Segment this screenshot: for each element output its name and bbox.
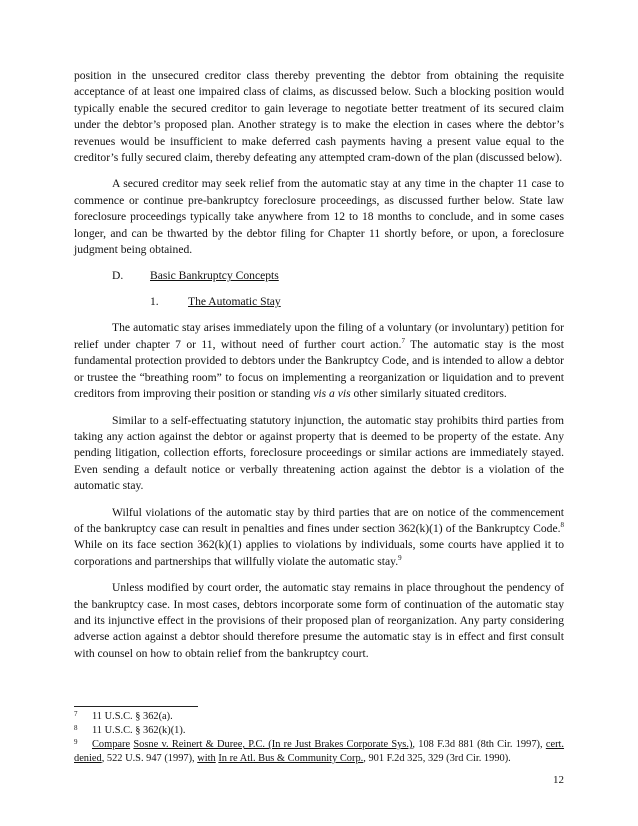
text-run: Wilful violations of the automatic stay by third parties that are on notice of the commencement of the bankruptcy case can result in penalties and fines under section 362(k)(1) of the Bankruptcy Code. bbox=[74, 505, 564, 535]
paragraph-relief-from-stay: A secured creditor may seek relief from the automatic stay at any time in the chapter 11 case to commence or continue pre-bankruptcy foreclosure proceedings, as discussed further below. State law foreclosure proceedings typically take anywhere from 12 to 18 months to conclude, and in some cases longer, and can be thwarted by the debtor filing for Chapter 11 shortly before, or upon, a foreclosure judgment being obtained. bbox=[74, 177, 564, 257]
paragraph-statutory-injunction: Similar to a self-effectuating statutory injunction, the automatic stay prohibits third parties from taking any action against the debtor or against property that is deemed to be property of the estate. Any pending litigation, collection efforts, foreclosure proceedings or similar actions are immediately stayed. Even sending a default notice or verbally threatening action against the debtor is a violation of the automatic stay. bbox=[74, 413, 564, 493]
subsection-heading-1 bbox=[74, 294, 564, 310]
footnote-ref-7: 7 bbox=[401, 336, 405, 345]
italic-phrase: vis a vis bbox=[313, 387, 351, 401]
case-name-atl-bus: In re Atl. Bus & Community Corp. bbox=[218, 753, 364, 764]
subsection-number: 1. bbox=[150, 295, 159, 309]
signal-with: with bbox=[197, 753, 216, 764]
paragraph-plan-strategy: position in the unsecured creditor class thereby preventing the debtor from obtaining the requisite acceptance of at least one impaired class of claims, as discussed below. Such a blocking position would typically enable the secured creditor to gain leverage to negotiate better treatment of its secured claim under the debtor’s proposed plan. Another strategy is to make the election in cases where the debtor’s revenues would be insufficient to make deferred cash payments having a present value equal to the creditor’s fully secured claim, thereby defeating any attempted cram-down of the plan (discussed below). bbox=[74, 69, 564, 165]
footnote-separator bbox=[74, 706, 198, 707]
text-run: other similarly situated creditors. bbox=[350, 387, 507, 401]
paragraph-automatic-stay-arises bbox=[74, 320, 564, 402]
text-run: , 522 U.S. 947 (1997), bbox=[101, 753, 198, 764]
text-run: The automatic stay arises immediately upon the filing of a voluntary (or involuntary) petition for relief under chapter 7 or 11, without need of further court action. bbox=[74, 321, 564, 351]
text-run: The automatic stay is the most fundamental protection provided to debtors under the Bankruptcy Code, and is intended to allow a debtor or trustee the “breathing room” to focus on implementing a reorganization or liquidation and to prevent creditors from improving their position or standing bbox=[74, 337, 564, 401]
section-letter: D. bbox=[112, 269, 124, 283]
paragraph-stay-duration: Unless modified by court order, the automatic stay remains in place throughout the pendency of the bankruptcy case. In most cases, debtors incorporate some form of continuation of the automatic stay and its injunctive effect in the provisions of their proposed plan of reorganization. Any party considering adverse action against a debtor should therefore presume the automatic stay is in effect and first consult with counsel on how to obtain relief from the bankruptcy court. bbox=[74, 581, 564, 660]
footnote-number: 7 bbox=[74, 710, 78, 718]
footnotes bbox=[74, 710, 564, 766]
footnote-text: 11 U.S.C. § 362(a). bbox=[92, 711, 173, 722]
text-run: , 901 F.2d 325, 329 (3rd Cir. 1990). bbox=[363, 753, 511, 764]
footnote-text: 11 U.S.C. § 362(k)(1). bbox=[92, 725, 186, 736]
document-body bbox=[74, 68, 564, 672]
footnote-9 bbox=[74, 738, 564, 766]
signal-cert-denied: cert. denied bbox=[74, 739, 565, 764]
paragraph-wilful-violations bbox=[74, 505, 564, 571]
subsection-title: The Automatic Stay bbox=[188, 295, 281, 309]
text-run: While on its face section 362(k)(1) applies to violations by individuals, some courts have applied it to corporations and partnerships that willfully violate the automatic stay. bbox=[74, 538, 564, 568]
signal-compare: Compare bbox=[92, 739, 131, 750]
footnote-text bbox=[74, 738, 564, 766]
footnote-number: 9 bbox=[74, 738, 78, 746]
case-name-just-brakes: Sosne v. Reinert & Duree, P.C. (In re Just Brakes Corporate Sys.) bbox=[133, 739, 413, 750]
footnote-number: 8 bbox=[74, 724, 78, 732]
section-title: Basic Bankruptcy Concepts bbox=[150, 269, 279, 283]
footnote-8 bbox=[74, 724, 564, 738]
text-run: , 108 F.3d 881 (8th Cir. 1997), bbox=[412, 739, 546, 750]
footnote-7 bbox=[74, 710, 564, 724]
page-number: 12 bbox=[553, 774, 564, 786]
footnote-ref-8: 8 bbox=[560, 520, 564, 529]
footnote-ref-9: 9 bbox=[398, 553, 402, 562]
section-heading-d bbox=[74, 268, 564, 284]
